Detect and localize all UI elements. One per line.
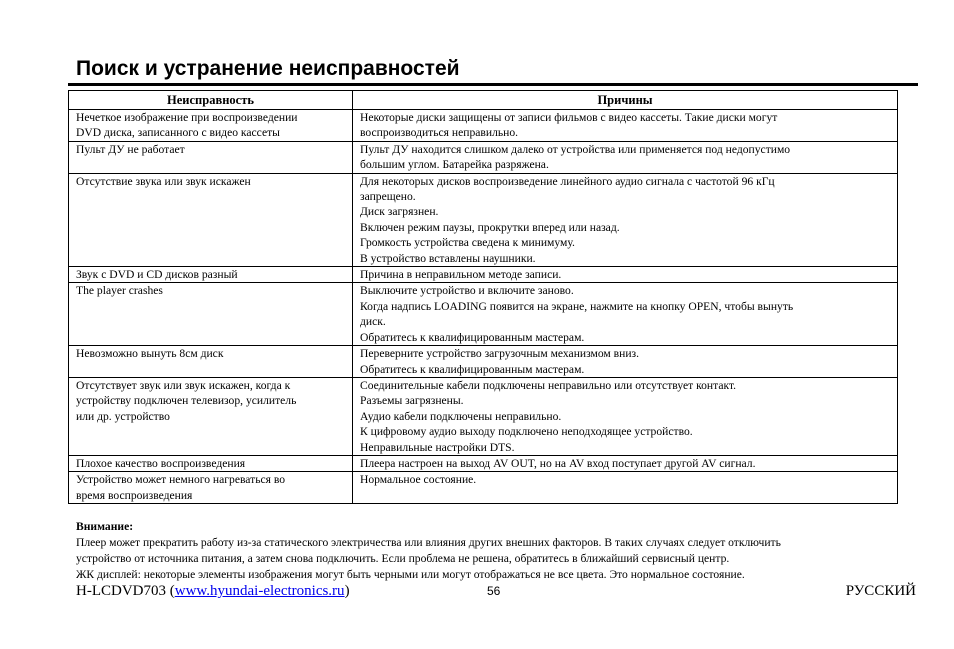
- footer-language: РУССКИЙ: [845, 583, 916, 599]
- problem-cell: [69, 141, 353, 173]
- table-row: [69, 267, 898, 283]
- cause-line: запрещено.: [360, 190, 416, 204]
- cause-line: диск.: [360, 315, 386, 329]
- problem-cell: [69, 377, 353, 455]
- causes-cell: [353, 377, 898, 455]
- cause-line: Для некоторых дисков воспроизведение линейного аудио сигнала с частотой 96 кГц: [360, 174, 775, 188]
- problem-line: Звук с DVD и CD дисков разный: [76, 268, 238, 282]
- cause-line: Обратитесь к квалифицированным мастерам.: [360, 330, 585, 344]
- problem-line: Пульт ДУ не работает: [76, 142, 185, 156]
- problem-line: Отсутствует звук или звук искажен, когда к: [76, 378, 291, 392]
- troubleshooting-table: [68, 90, 898, 504]
- header-causes: Причины: [353, 91, 898, 110]
- table-header-row: [69, 91, 898, 110]
- causes-cell: [353, 455, 898, 471]
- causes-cell: [353, 267, 898, 283]
- causes-cell: [353, 472, 898, 504]
- causes-cell: [353, 110, 898, 142]
- problem-cell: [69, 472, 353, 504]
- title-underline: [68, 83, 918, 86]
- problem-line: The player crashes: [76, 284, 163, 298]
- cause-line: Причина в неправильном методе записи.: [360, 268, 562, 282]
- cause-line: Переверните устройство загрузочным механизмом вниз.: [360, 347, 640, 361]
- paren-close: ): [344, 583, 350, 599]
- cause-line: Обратитесь к квалифицированным мастерам.: [360, 362, 585, 376]
- table-row: [69, 283, 898, 346]
- problem-line: или др. устройство: [76, 409, 170, 423]
- cause-line: Разъемы загрязнены.: [360, 394, 464, 408]
- model-name: H-LCDVD703: [76, 583, 166, 599]
- cause-line: К цифровому аудио выходу подключено неподходящее устройство.: [360, 425, 693, 439]
- table-row: [69, 173, 898, 266]
- cause-line: Включен режим паузы, прокрутки вперед или назад.: [360, 220, 620, 234]
- problem-cell: [69, 110, 353, 142]
- problem-line: Нечеткое изображение при воспроизведении: [76, 111, 298, 124]
- notice-line: Плеер может прекратить работу из-за статического электричества или влияния других внешних факторов. В таких случаях следует отключить: [76, 536, 781, 549]
- problem-cell: [69, 455, 353, 471]
- notice-section: [76, 519, 906, 584]
- problem-line: Плохое качество воспроизведения: [76, 456, 246, 470]
- problem-cell: [69, 267, 353, 283]
- cause-line: Неправильные настройки DTS.: [360, 440, 515, 454]
- cause-line: Когда надпись LOADING появится на экране, нажмите на кнопку OPEN, чтобы вынуть: [360, 299, 794, 313]
- problem-cell: [69, 173, 353, 266]
- cause-line: Громкость устройства сведена к минимуму.: [360, 236, 575, 250]
- problem-line: устройству подключен телевизор, усилитель: [76, 394, 297, 408]
- cause-line: Диск загрязнен.: [360, 205, 439, 219]
- table-row: [69, 377, 898, 455]
- table-row: [69, 346, 898, 378]
- notice-line: ЖК дисплей: некоторые элементы изображения могут быть черными или могут отображаться не все цвета. Это нормальное состояние.: [76, 568, 745, 582]
- table-row: [69, 110, 898, 142]
- footer-model: [76, 583, 350, 600]
- table-row: [69, 455, 898, 471]
- notice-line: устройство от источника питания, а затем снова подключить. Если проблема не решена, обратитесь в ближайший сервисный центр.: [76, 552, 730, 566]
- header-problem: Неисправность: [69, 91, 353, 110]
- table-row: [69, 141, 898, 173]
- notice-title: Внимание:: [76, 520, 134, 533]
- cause-line: Нормальное состояние.: [360, 473, 477, 487]
- cause-line: большим углом. Батарейка разряжена.: [360, 158, 549, 172]
- causes-cell: [353, 141, 898, 173]
- cause-line: Плеера настроен на выход AV OUT, но на AV вход поступает другой AV сигнал.: [360, 456, 756, 470]
- problem-line: Отсутствие звука или звук искажен: [76, 174, 251, 188]
- problem-cell: [69, 283, 353, 346]
- cause-line: Соединительные кабели подключены неправильно или отсутствует контакт.: [360, 378, 737, 392]
- problem-line: время воспроизведения: [76, 488, 193, 502]
- paren-open: (: [169, 583, 175, 599]
- cause-line: Пульт ДУ находится слишком далеко от устройства или применяется под недопустимо: [360, 142, 791, 156]
- page-number: 56: [487, 584, 501, 598]
- table-row: [69, 472, 898, 504]
- page-title: Поиск и устранение неисправностей: [76, 57, 460, 80]
- problem-line: Устройство может немного нагреваться во: [76, 473, 286, 487]
- cause-line: В устройство вставлены наушники.: [360, 251, 536, 265]
- cause-line: Аудио кабели подключены неправильно.: [360, 409, 562, 423]
- problem-line: Невозможно вынуть 8см диск: [76, 347, 224, 361]
- problem-cell: [69, 346, 353, 378]
- causes-cell: [353, 346, 898, 378]
- causes-cell: [353, 283, 898, 346]
- website-link[interactable]: www.hyundai-electronics.ru: [174, 583, 345, 599]
- cause-line: Некоторые диски защищены от записи фильмов с видео кассеты. Такие диски могут: [360, 111, 778, 124]
- cause-line: воспроизводиться неправильно.: [360, 126, 519, 140]
- causes-cell: [353, 173, 898, 266]
- problem-line: DVD диска, записанного с видео кассеты: [76, 126, 280, 140]
- cause-line: Выключите устройство и включите заново.: [360, 284, 574, 298]
